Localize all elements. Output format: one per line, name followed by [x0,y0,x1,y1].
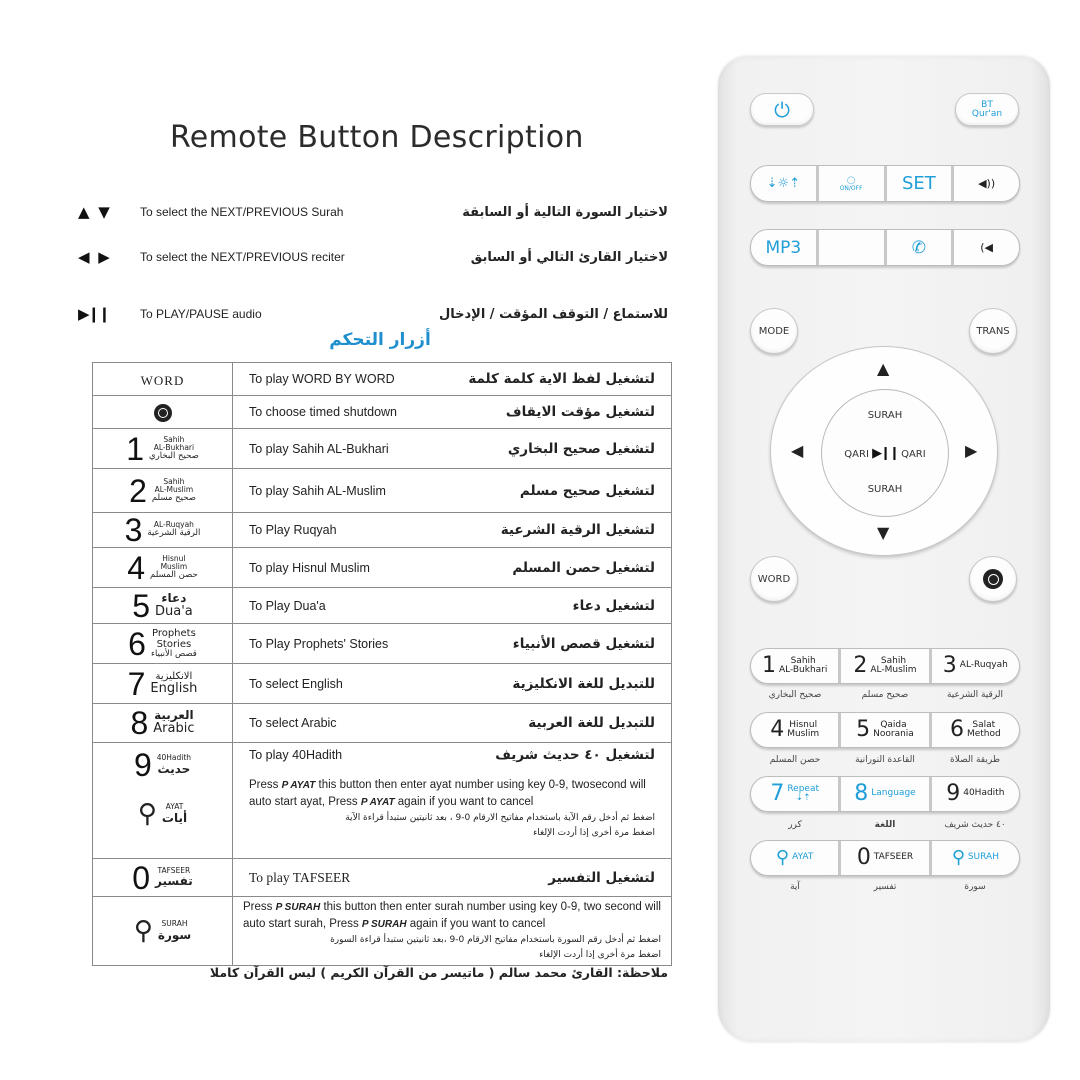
volume-up-icon: ◀)) [978,177,996,190]
key-label-line: AL-Muslim [870,665,917,675]
play-pause-icon: ▶❙❙ [872,446,898,461]
key-9-button[interactable] [932,777,1019,811]
key-label-en: AL-Ruqyah [153,520,194,530]
key-number: 3 [942,653,957,678]
desc-ar: للتبديل للغة العربية [528,715,655,731]
table-row [93,548,672,588]
key-label: SURAH [967,852,999,863]
word-button[interactable] [750,556,798,602]
text: Press [243,901,273,913]
key-number: 7 [127,665,146,702]
text: this button then enter ayat number using key 0-9, twosecond will auto start ayat, Press [249,779,646,808]
down-arrow-button[interactable]: ▼ [877,523,890,542]
desc-en: To play Sahih AL-Bukhari [249,441,389,456]
ayat-badge-icon: P AYAT [360,797,395,808]
qari-left-label: QARI [844,449,869,460]
set-button[interactable] [887,166,952,201]
magnifier-icon: ⚲ [951,847,965,868]
key-label-ar: صحيح البخاري [148,451,199,462]
table-row [93,704,672,743]
surah-up-label: SURAH [867,410,903,421]
key-3-button[interactable] [932,649,1019,683]
left-right-arrows-icon: ◀ ▶ [78,248,112,266]
key-number: 2 [853,653,868,678]
key-label: 40Hadith [963,788,1005,799]
legend-row-reciter [78,245,668,269]
key-label-en: 40Hadith [156,753,192,763]
key-label [787,785,819,804]
onoff-label: ON/OFF [839,184,863,192]
phone-button[interactable] [887,230,952,265]
key-label [779,657,827,676]
key-number: 7 [770,781,785,806]
key-number: 3 [124,512,143,548]
surah-instructions-ar-2: اضغط مرة أخرى إذا أردت الإلغاء [539,950,661,960]
text: again if you want to cancel [397,796,534,808]
key-label: AL-Ruqyah [959,660,1008,671]
key-label-ar: أيات [161,810,188,825]
key-number: 8 [130,705,149,741]
up-arrow-button[interactable]: ▲ [877,359,890,378]
desc-en: To Play Ruqyah [249,523,337,537]
legend-en: To PLAY/PAUSE audio [140,307,262,321]
ayat-instructions-ar-1: اضغط ثم أدخل رقم الآية باستخدام مفاتيح الارقام 0-9 ، بعد ثانيتين ستبدأ قراءة الآية [345,813,655,823]
tafseer-arabic-label: تفسير [873,882,897,892]
left-arrow-button[interactable]: ◀ [791,441,804,460]
key-label-ar: الانكليزية [155,670,193,682]
legend-ar: للاستماع / التوقف المؤقت / الإدخال [438,306,668,322]
desc-ar: للتبديل للغة الانكليزية [512,675,655,692]
timer-power-icon [983,569,1003,589]
key-number: 4 [770,717,785,742]
key-label-en: AYAT [165,802,184,812]
key-6-button[interactable] [932,713,1019,747]
key-number: 0 [132,859,151,896]
volume-down-button[interactable] [954,230,1019,265]
key-label-line: AL-Bukhari [778,665,828,675]
key-label-line: Method [966,729,1001,739]
key-label-ar: الرقية الشرعية [147,528,201,539]
key-label-ar: قصص الأنبياء [150,648,197,659]
legend-ar: لاختيار السورة التالية أو السابقة [462,204,668,220]
key-label-en: Stories [156,638,192,650]
key-label-en: Arabic [153,721,195,737]
key-label-en: Dua'a [155,603,193,619]
key-9-arabic-label: ٤٠ حديث شريف [944,820,1006,830]
timer-power-icon [154,404,172,422]
search-surah-icon: ⚲ [133,916,153,946]
desc-en: To play 40Hadith [249,748,343,762]
right-arrow-button[interactable]: ▶ [965,441,978,460]
key-number: 6 [949,717,964,742]
trans-label: TRANS [976,325,1010,337]
key-label [787,721,819,740]
key-number: 5 [132,587,151,624]
key-number: 1 [126,430,144,467]
key-label: Language [871,788,916,799]
word-label: WORD [757,573,791,585]
dpad [770,346,998,556]
key-number: 9 [133,747,152,783]
key-label [873,721,914,740]
key-8-language-button[interactable] [841,777,928,811]
table-row [93,664,672,704]
key-label-line: Qaida [880,719,907,730]
timer-button[interactable] [969,556,1017,602]
key-label: TAFSEER [873,852,914,863]
desc-en: To Play Prophets' Stories [249,636,389,651]
legend-row-play [78,302,668,326]
desc-ar: لتشغيل دعاء [572,597,655,614]
desc-en: To play TAFSEER [249,869,351,885]
key-label-en: Sahih [163,434,185,444]
mp3-button[interactable] [751,230,816,265]
key-label-line: Sahih [790,655,816,666]
key-label-en: SURAH [161,919,188,929]
surah-arabic-label: سورة [964,882,986,892]
ayat-badge-icon: P AYAT [281,780,316,791]
volume-up-button[interactable] [954,166,1019,201]
repeat-icon: ⇣⇡ [795,793,811,803]
ayat-instructions-ar-2: اضغط مرة أخرى إذا أردت الإلغاء [533,828,655,838]
key-number: 8 [854,781,869,806]
brightness-icon: ⇣☼⇡ [766,176,801,191]
number-row-3 [750,776,1020,812]
mode-button[interactable] [750,308,798,354]
key-label-en: AL-Bukhari [153,442,195,452]
power-icon: ⏻ [774,97,790,122]
bt-label: BT [981,99,993,110]
key-5-button[interactable] [841,713,928,747]
blank-button[interactable] [819,230,884,265]
number-row-1 [750,648,1020,684]
magnifier-icon: ⚲ [775,847,790,868]
phone-icon: ✆ [911,237,926,258]
desc-ar: لتشغيل صحيح البخاري [507,440,655,457]
key-3-arabic-label: الرقية الشرعية [946,690,1004,700]
ayat-button[interactable] [751,841,838,875]
trans-button[interactable] [969,308,1017,354]
desc-ar: لتشغيل الرقية الشرعية [500,522,655,538]
table-row [93,429,672,469]
key-6-arabic-label: طريقة الصلاة [949,755,1000,765]
center-labels [822,446,948,461]
surah-badge-icon: P SURAH [275,902,321,913]
key-7-arabic-label: كرر [788,820,802,830]
key-label: AYAT [792,852,814,863]
key-1-button[interactable] [751,649,838,683]
play-pause-button[interactable] [821,389,949,517]
key-label-line: Salat [972,719,996,730]
key-label-en: Sahih [163,476,185,486]
desc-ar: لتشغيل لفظ الاية كلمة كلمة [468,371,655,387]
table-row [93,396,672,429]
number-row-4 [750,840,1020,876]
desc-ar: لتشغيل مؤقت الايقاف [505,404,655,420]
key-number: 9 [946,781,961,806]
ayat-arabic-label: آية [790,882,800,892]
key-label-ar: سورة [157,927,192,942]
function-row-2 [750,229,1020,266]
desc-en: To choose timed shutdown [249,405,398,419]
surah-instructions-ar-1: اضغط ثم أدخل رقم السورة باستخدام مفاتيح الارقام 0-9 ،بعد ثانيتين ستبدأ قراءة السورة [330,935,661,945]
page-title: Remote Button Description [170,120,584,155]
key-label-en: Hisnul [162,553,186,563]
button-description-table [92,362,672,966]
play-pause-icon: ▶❙❙ [78,305,109,323]
key-label-line: Repeat [787,783,819,794]
text: this button then enter surah number using key 0-9, two second will auto start surah, Press [243,901,661,930]
legend-ar: لاختيار القارئ التالي أو السابق [470,249,668,265]
quran-label: Qur'an [971,108,1003,119]
table-row [93,588,672,624]
desc-en: To select English [249,676,343,691]
key-label [870,657,916,676]
mp3-label: MP3 [765,237,802,258]
table-row [93,897,672,966]
legend-row-surah [78,200,668,224]
qari-right-label: QARI [901,449,926,460]
surah-badge-icon: P SURAH [361,919,407,930]
key-label-line: Noorania [873,729,914,739]
key-label-line: Muslim [787,729,820,739]
key-label-en: Muslim [160,561,188,571]
key-number: 5 [856,717,871,742]
key-label-en: English [150,680,198,696]
function-row-1 [750,165,1020,202]
text: Press [249,779,279,791]
key-4-button[interactable] [751,713,838,747]
table-row [93,743,672,859]
text: again if you want to cancel [409,918,546,930]
legend-en: To select the NEXT/PREVIOUS reciter [140,250,345,264]
desc-en: To play Sahih AL-Muslim [249,483,386,498]
set-label: SET [901,173,936,194]
word-key-label: WORD [140,372,185,388]
desc-en: To Play Dua'a [249,598,326,613]
key-7-repeat-button[interactable] [751,777,838,811]
table-row [93,469,672,513]
key-5-arabic-label: القاعدة النورانية [855,755,915,765]
light-onoff-button[interactable] [819,166,884,201]
key-label-line: Hisnul [789,719,818,730]
table-row [93,363,672,396]
desc-ar: لتشغيل التفسير [548,869,655,886]
surah-instructions-en [243,899,661,933]
table-row [93,624,672,664]
table-row [93,513,672,548]
key-label-ar: صحيح مسلم [151,493,196,504]
desc-en: To select Arabic [249,716,337,730]
key-label-en: AL-Muslim [154,484,194,494]
key-8-arabic-label: اللغة [874,820,896,830]
magnifier-icon: ⚲ [137,799,157,829]
key-label-en: TAFSEER [157,865,191,875]
key-number: 6 [128,625,146,662]
key-0-tafseer-button[interactable] [841,841,928,875]
key-label-line: Sahih [880,655,907,666]
key-number: 2 [129,472,147,509]
desc-en: To play WORD BY WORD [249,372,395,386]
desc-en: To play Hisnul Muslim [249,560,370,575]
key-4-arabic-label: حصن المسلم [769,755,821,765]
key-label-ar: تفسير [155,874,193,889]
key-label [967,721,1001,740]
key-number: 1 [761,653,776,678]
desc-ar: لتشغيل قصص الأنبياء [512,635,655,652]
desc-ar: لتشغيل حصن المسلم [512,559,655,576]
surah-down-label: SURAH [867,484,903,495]
brightness-button[interactable] [751,166,816,201]
desc-ar: لتشغيل ٤٠ حديث شريف [495,747,655,763]
key-number: 0 [856,845,871,870]
volume-down-icon: (◀ [980,241,993,254]
power-button[interactable] [750,93,814,126]
key-label-ar: حصن المسلم [150,570,198,581]
number-row-2 [750,712,1020,748]
mode-label: MODE [758,325,790,337]
ayat-instructions-en [249,777,655,811]
footnote: ملاحظة: القارئ محمد سالم ( ماتيسر من القرآن الكريم ) ليس القرآن كاملا [209,965,668,980]
key-label-ar: دعاء [161,590,187,605]
key-1-arabic-label: صحيح البخاري [768,690,822,700]
up-down-arrows-icon: ▲ ▼ [78,203,112,221]
legend-en: To select the NEXT/PREVIOUS Surah [140,205,344,219]
key-label-ar: حديث [157,761,191,776]
controls-heading: أزرار التحكم [329,330,431,350]
desc-ar: لتشغيل صحيح مسلم [519,482,655,499]
bt-quran-button[interactable] [955,93,1019,126]
key-number: 4 [127,549,146,586]
key-label-ar: العربية [154,708,194,723]
surah-search-button[interactable] [932,841,1019,875]
key-label-en: Prophets [151,627,196,639]
table-row [93,859,672,897]
key-2-arabic-label: صحيح مسلم [861,690,909,700]
key-2-button[interactable] [841,649,928,683]
bulb-icon: ○ [846,174,856,186]
